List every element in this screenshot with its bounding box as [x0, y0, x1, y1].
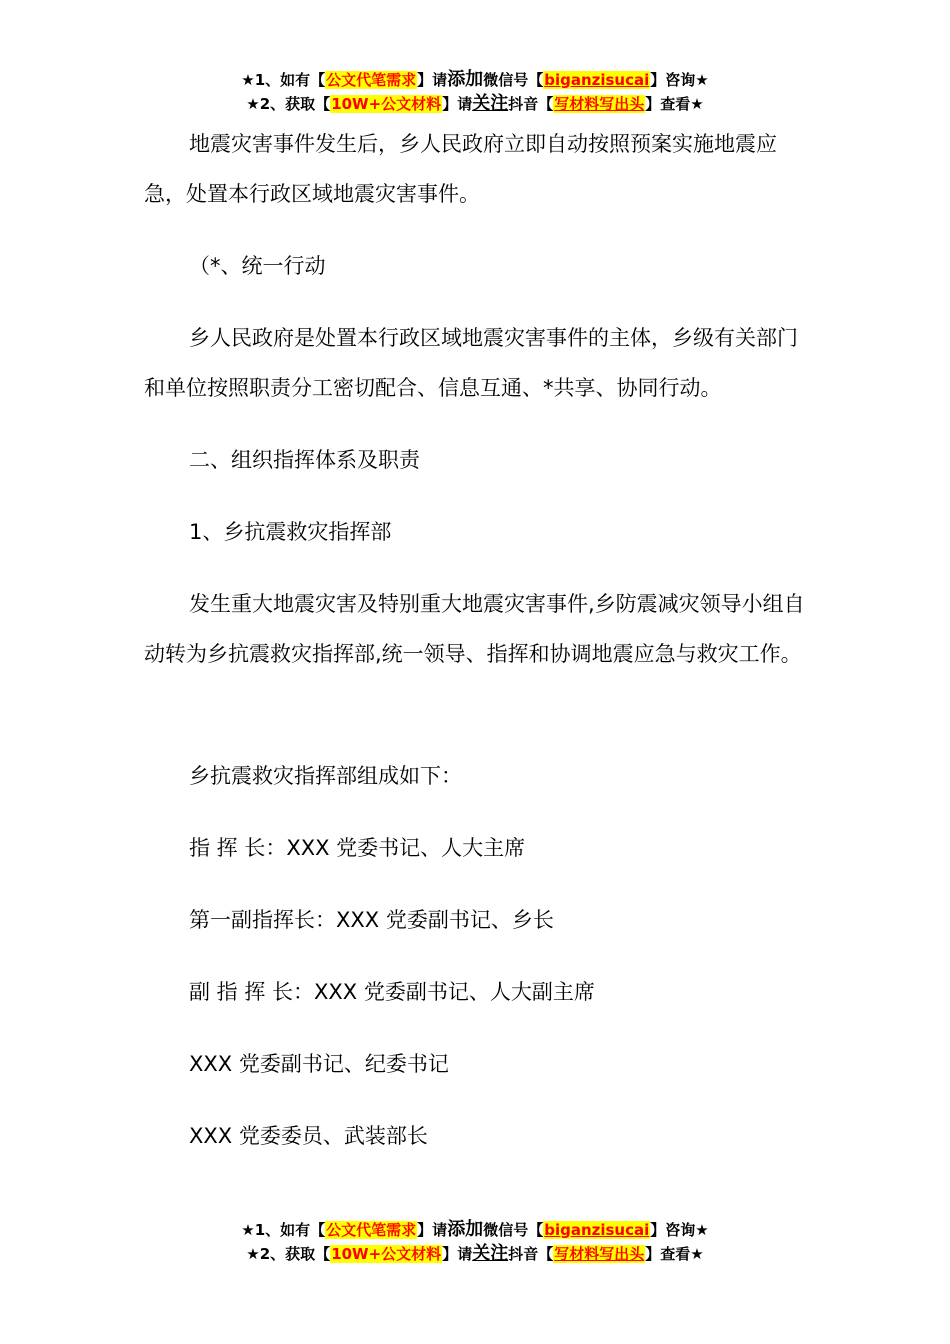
banner-text: 】查看★ [645, 95, 704, 113]
subsection-heading-command: 1、乡抗震救灾指挥部 [189, 520, 392, 544]
footer-banner [0, 1218, 950, 1266]
banner-emphasis: 关注 [472, 93, 509, 114]
banner-text: 】查看★ [645, 1245, 704, 1263]
banner-highlight: 10W+公文材料 [331, 1245, 442, 1263]
banner-line-2 [0, 92, 950, 116]
banner-text: ★1、如有【 [241, 1221, 326, 1239]
banner-emphasis: 添加 [447, 69, 484, 90]
banner-highlight: 公文代笔需求 [326, 1221, 417, 1239]
list-item-member-armed: XXX 党委委员、武装部长 [189, 1124, 428, 1148]
banner-text: ★1、如有【 [241, 71, 326, 89]
banner-highlight: 10W+公文材料 [331, 95, 442, 113]
banner-text: 微信号【 [483, 1221, 544, 1239]
banner-text: 】请 [417, 71, 448, 89]
list-item-deputy: 副 指 挥 长：XXX 党委副书记、人大副主席 [189, 980, 595, 1004]
banner-text: 】请 [417, 1221, 448, 1239]
banner-text: 】咨询★ [650, 1221, 709, 1239]
header-banner [0, 68, 950, 116]
paragraph-unified-action-heading: （*、统一行动 [189, 254, 326, 278]
banner-line-1 [0, 68, 950, 92]
paragraph-command-conversion: 发生重大地震灾害及特别重大地震灾害事件,乡防震减灾领导小组自动转为乡抗震救灾指挥部,统一领导、指挥和协调地震应急与救灾工作。 [144, 592, 805, 666]
paragraph-earthquake-response: 地震灾害事件发生后，乡人民政府立即自动按照预案实施地震应急，处置本行政区域地震灾害事件。 [144, 132, 777, 206]
banner-text: 微信号【 [483, 71, 544, 89]
banner-text: ★2、获取【 [246, 1245, 331, 1263]
banner-text: 】请 [442, 95, 473, 113]
banner-douyin-id: 写材料写出头 [554, 95, 645, 113]
banner-text: 】咨询★ [650, 71, 709, 89]
list-item-member-discipline: XXX 党委副书记、纪委书记 [189, 1052, 449, 1076]
banner-line-1 [0, 1218, 950, 1242]
banner-wechat-id: biganzisucai [544, 71, 650, 89]
section-heading-organization: 二、组织指挥体系及职责 [189, 448, 420, 472]
banner-wechat-id: biganzisucai [544, 1221, 650, 1239]
paragraph-composition-intro: 乡抗震救灾指挥部组成如下： [189, 764, 462, 788]
paragraph-government-subject: 乡人民政府是处置本行政区域地震灾害事件的主体，乡级有关部门和单位按照职责分工密切配合、信息互通、*共享、协同行动。 [144, 326, 798, 400]
list-item-commander: 指 挥 长：XXX 党委书记、人大主席 [189, 836, 526, 860]
banner-text: 抖音【 [508, 1245, 554, 1263]
banner-text: ★2、获取【 [246, 95, 331, 113]
banner-emphasis: 关注 [472, 1243, 509, 1264]
banner-emphasis: 添加 [447, 1219, 484, 1240]
banner-highlight: 公文代笔需求 [326, 71, 417, 89]
banner-text: 抖音【 [508, 95, 554, 113]
banner-text: 】请 [442, 1245, 473, 1263]
list-item-first-deputy: 第一副指挥长：XXX 党委副书记、乡长 [189, 908, 554, 932]
banner-douyin-id: 写材料写出头 [554, 1245, 645, 1263]
banner-line-2 [0, 1242, 950, 1266]
